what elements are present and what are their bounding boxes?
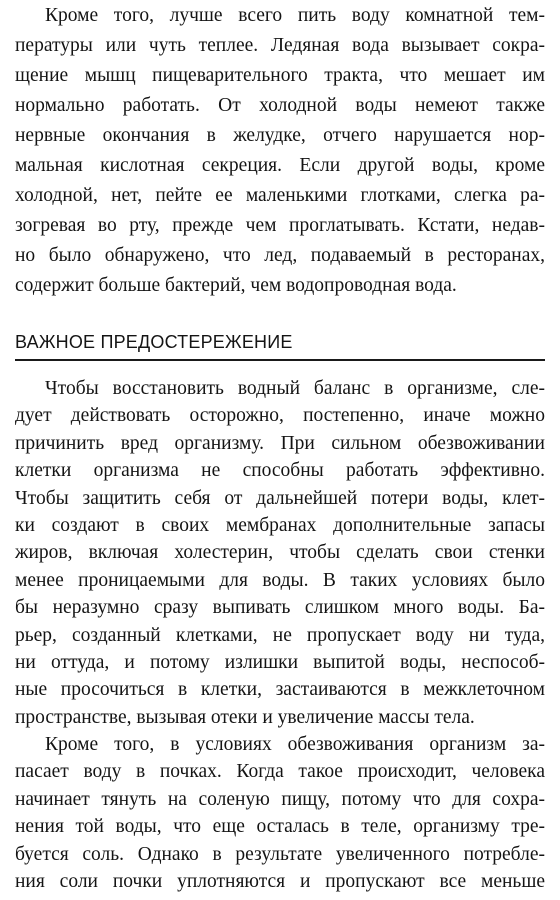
text-line: пространстве, вызывая отеки и увеличение массы тела. bbox=[15, 706, 475, 728]
text-line: мальная кислотная секреция. Если другой воды, кроме bbox=[15, 155, 545, 176]
text-line: нения той воды, что еще осталась в теле, организму тре- bbox=[15, 816, 545, 838]
text-line: жиров, включая холестерин, чтобы сделать свои стенки bbox=[15, 542, 545, 564]
text-line: нервные окончания в желудке, отчего нарушается нор- bbox=[15, 125, 545, 146]
text-line: пературы или чуть теплее. Ледяная вода вызывает сокра- bbox=[15, 35, 545, 56]
text-line: ки создают в своих мембранах дополнительные запасы bbox=[15, 514, 545, 536]
text-line: ния соли почки уплотняются и пропускают все меньше bbox=[15, 871, 545, 892]
text-line: рьер, созданный клетками, не пропускает воду ни туда, bbox=[15, 624, 545, 646]
text-line: начинает тянуть на соленую пищу, потому что для сохра- bbox=[15, 788, 545, 810]
text-line: щение мышц пищеварительного тракта, что мешает им bbox=[15, 65, 545, 86]
text-line: причинить вред организму. При сильном обезвоживании bbox=[15, 432, 545, 454]
text-line: содержит больше бактерий, чем водопроводная вода. bbox=[15, 275, 457, 296]
text-line: нормально работать. От холодной воды немеют также bbox=[15, 95, 545, 116]
text-line: но было обнаружено, что лед, подаваемый в ресторанах, bbox=[15, 245, 545, 266]
text-line: бы неразумно сразу выпивать слишком много воды. Ба- bbox=[15, 597, 545, 619]
text-line: дует действовать осторожно, постепенно, иначе можно bbox=[15, 405, 545, 427]
text-line: холодной, нет, пейте ее маленькими глотками, слегка ра- bbox=[15, 185, 545, 206]
text-line: Кроме того, в условиях обезвоживания организм за- bbox=[45, 734, 545, 756]
text-line: пасает воду в почках. Когда такое происходит, человека bbox=[15, 761, 545, 783]
section-heading: ВАЖНОЕ ПРЕДОСТЕРЕЖЕНИЕ bbox=[15, 332, 293, 352]
text-line: Чтобы восстановить водный баланс в организме, сле- bbox=[45, 378, 545, 399]
text-line: ни оттуда, и потому излишки выпитой воды, неспособ- bbox=[15, 651, 545, 673]
text-line: ные просочиться в клетки, застаиваются в межклеточном bbox=[15, 679, 545, 701]
heading-rule bbox=[15, 359, 545, 361]
text-line: Чтобы защитить себя от дальнейшей потери воды, клет- bbox=[15, 487, 545, 509]
text-line: зогревая во рту, прежде чем проглатывать. Кстати, недав- bbox=[15, 215, 545, 236]
text-line: менее проницаемыми для воды. В таких условиях было bbox=[15, 569, 545, 591]
text-line: клетки организма не способны работать эффективно. bbox=[15, 460, 545, 482]
text-line: буется соль. Однако в результате увеличенного потребле- bbox=[15, 843, 545, 865]
text-line: Кроме того, лучше всего пить воду комнатной тем- bbox=[45, 5, 545, 26]
